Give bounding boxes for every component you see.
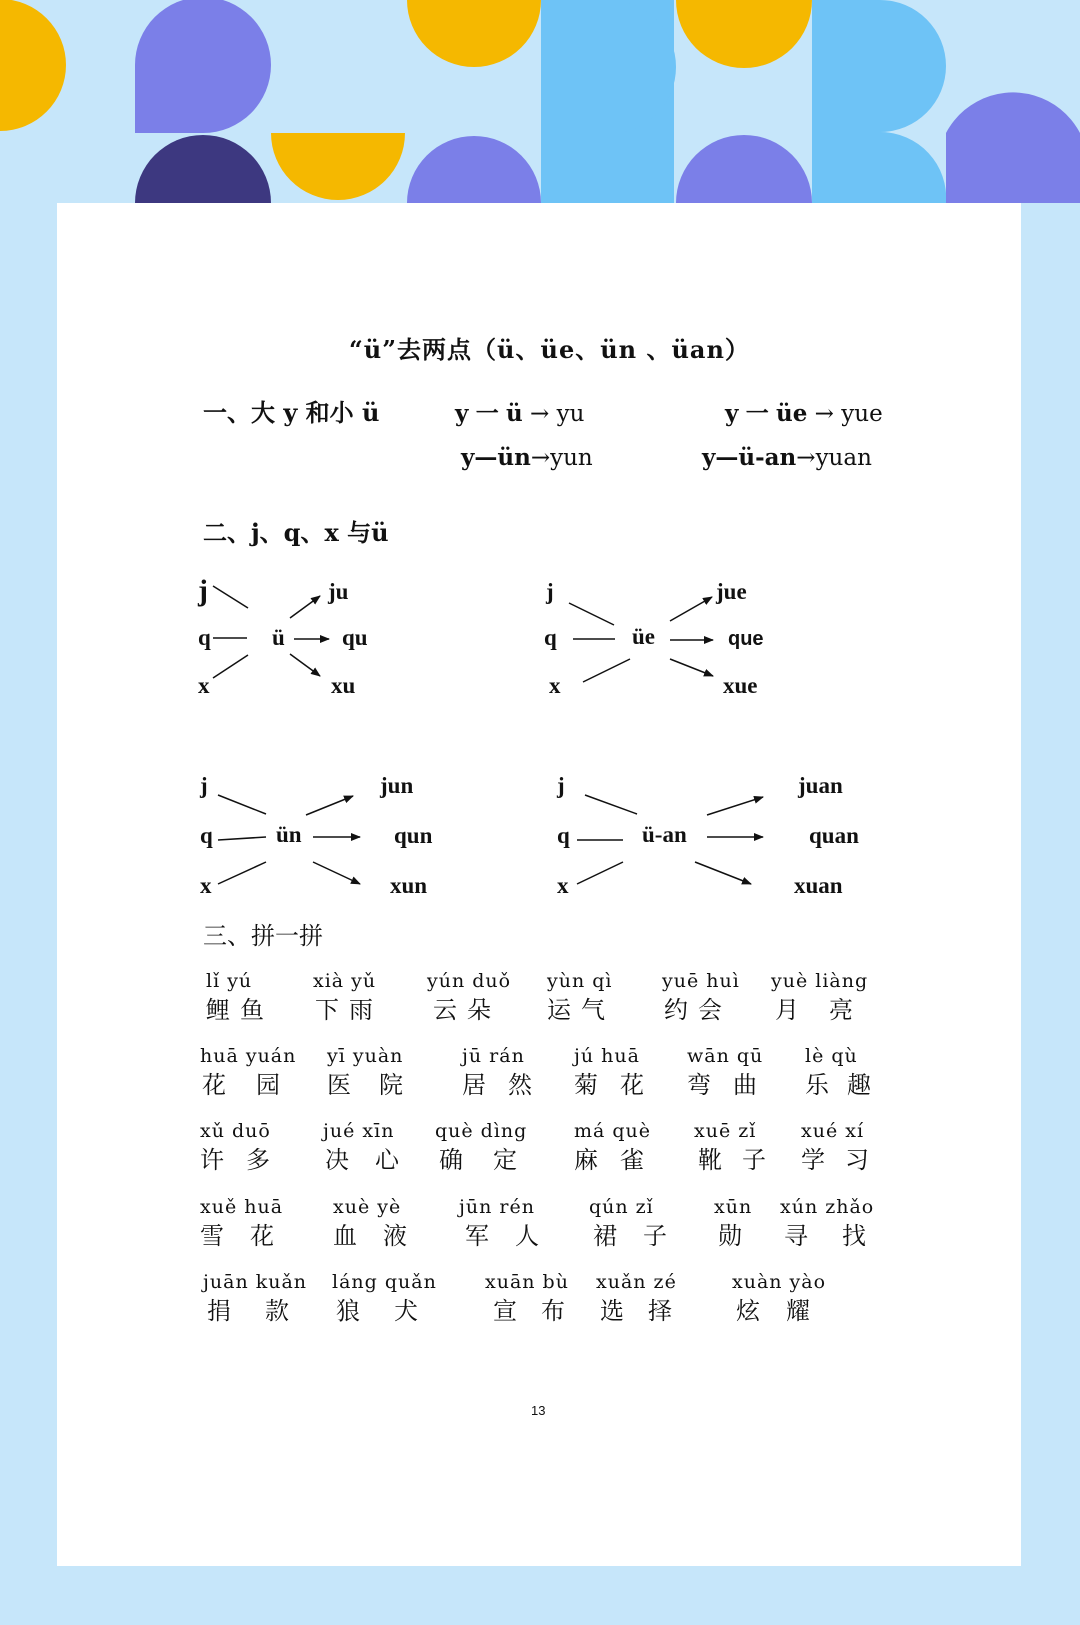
connector-line <box>218 862 266 884</box>
pinyin: xuē zǐ <box>694 1120 757 1142</box>
purple-drop-shape <box>135 0 271 133</box>
pinyin: què dìng <box>435 1120 528 1142</box>
word-item <box>435 1120 547 1175</box>
hanzi: 勋 <box>718 1222 752 1250</box>
hanzi: 捐款 <box>207 1297 323 1325</box>
formula-dash: 一 <box>475 400 499 427</box>
hanzi: 学习 <box>801 1146 889 1174</box>
word-item <box>323 1120 425 1175</box>
hanzi: 菊花 <box>574 1071 666 1099</box>
hanzi: 靴子 <box>698 1146 786 1174</box>
connector-line <box>577 862 623 884</box>
initial-x: x <box>200 873 212 898</box>
result-arrow <box>290 654 320 676</box>
hanzi: 鲤鱼 <box>206 996 274 1024</box>
word-item <box>801 1120 889 1175</box>
formula-dash: — <box>474 444 498 471</box>
word-item <box>313 970 383 1025</box>
result-xun: xun <box>390 873 428 898</box>
pinyin: xuǎn zé <box>596 1271 677 1293</box>
result-xuan: xuan <box>794 873 843 898</box>
word-item <box>200 1196 300 1251</box>
initial-j: j <box>198 574 208 607</box>
blue-s-shape <box>812 0 946 203</box>
connector-line <box>569 603 614 625</box>
word-item <box>714 1196 752 1251</box>
connector-line <box>583 659 630 682</box>
formula-final: ü <box>506 400 523 427</box>
connector-line <box>585 795 637 814</box>
word-item <box>485 1271 589 1326</box>
formula-initial: y <box>455 400 469 427</box>
hanzi: 麻雀 <box>574 1146 666 1174</box>
word-item <box>462 1045 554 1100</box>
result-arrow <box>290 596 320 618</box>
connector-line <box>213 586 248 608</box>
pinyin: má què <box>574 1120 652 1142</box>
result-jun: jun <box>380 773 414 798</box>
hanzi: 下雨 <box>315 996 383 1024</box>
section2-heading: 二、j、q、x 与ü <box>203 518 389 547</box>
pinyin: xuě huā <box>200 1196 284 1218</box>
formula-initial: y <box>461 444 475 471</box>
word-item <box>662 970 740 1025</box>
section1-heading: 一、大 y 和小 ü <box>203 398 380 427</box>
pinyin: yuē huì <box>662 970 740 992</box>
hanzi: 运气 <box>547 996 615 1024</box>
hanzi: 云朵 <box>433 996 501 1024</box>
final-ue: üe <box>632 624 655 649</box>
initial-j: j <box>557 773 565 798</box>
final-u-umlaut: ü <box>272 625 285 650</box>
formula-initial: y <box>725 400 739 427</box>
pinyin: lè qù <box>805 1045 858 1067</box>
hanzi: 寻找 <box>784 1222 900 1250</box>
formula-final: ün <box>497 444 531 471</box>
word-item <box>694 1120 786 1175</box>
hanzi: 雪花 <box>200 1222 300 1250</box>
word-item <box>732 1271 836 1326</box>
result-qu: qu <box>342 625 368 650</box>
decorative-banner <box>0 0 1080 203</box>
pinyin: lǐ yú <box>206 970 253 992</box>
word-item <box>333 1196 433 1251</box>
connector-line <box>213 655 248 678</box>
pinyin: xià yǔ <box>313 970 377 992</box>
blue-bump <box>541 0 676 134</box>
formula-result: yue <box>841 401 883 427</box>
initial-q: q <box>544 625 557 650</box>
word-item <box>332 1271 452 1326</box>
hanzi: 裙子 <box>593 1222 693 1250</box>
hanzi: 确定 <box>439 1146 547 1174</box>
formula-result: yuan <box>815 445 872 471</box>
pinyin: huā yuán <box>200 1045 297 1067</box>
initial-q: q <box>200 823 213 848</box>
connector-line <box>218 795 266 814</box>
connector-line <box>218 837 266 840</box>
hanzi: 炫耀 <box>736 1297 836 1325</box>
word-item <box>459 1196 565 1251</box>
word-item <box>589 1196 693 1251</box>
word-item <box>547 970 615 1025</box>
pinyin: jū rán <box>462 1045 525 1067</box>
final-uan: ü-an <box>642 822 687 847</box>
formula-yue <box>725 395 883 428</box>
word-item <box>596 1271 696 1326</box>
arrow-icon: → <box>814 401 834 427</box>
hanzi: 狼犬 <box>336 1297 452 1325</box>
formula-initial: y <box>702 444 716 471</box>
page-number: 13 <box>531 1403 546 1418</box>
word-item <box>687 1045 779 1100</box>
arrow-icon: → <box>796 445 816 471</box>
pinyin: wān qū <box>687 1045 764 1067</box>
result-quan: quan <box>809 823 859 848</box>
initial-x: x <box>198 673 210 698</box>
result-xue: xue <box>723 673 758 698</box>
pinyin: xuè yè <box>333 1196 402 1218</box>
word-item <box>203 1271 323 1326</box>
pinyin: juān kuǎn <box>203 1271 308 1293</box>
worksheet-page <box>57 203 1021 1566</box>
word-item <box>427 970 511 1025</box>
formula-result: yun <box>550 445 593 471</box>
hanzi: 约会 <box>664 996 732 1024</box>
result-que: que <box>728 628 764 650</box>
pinyin: xuān bù <box>485 1271 569 1293</box>
hanzi: 乐趣 <box>805 1071 889 1099</box>
arrow-icon: → <box>530 445 551 471</box>
result-arrow <box>306 796 353 815</box>
result-xu: xu <box>331 673 356 698</box>
hanzi: 决心 <box>325 1146 425 1174</box>
result-arrow <box>695 862 751 884</box>
pinyin: láng quǎn <box>332 1271 437 1293</box>
pinyin: yún duǒ <box>427 970 512 992</box>
result-qun: qun <box>394 823 433 848</box>
initial-j: j <box>200 773 208 798</box>
formula-yu <box>455 395 584 428</box>
hanzi: 宣布 <box>493 1297 589 1325</box>
word-item <box>780 1196 900 1251</box>
initial-x: x <box>557 873 569 898</box>
formula-dash: 一 <box>745 400 769 427</box>
result-arrow <box>670 597 712 621</box>
formula-dash: — <box>715 444 739 471</box>
pinyin: jú huā <box>574 1045 640 1067</box>
pinyin: yī yuàn <box>327 1045 404 1067</box>
pinyin: xuàn yào <box>732 1271 827 1293</box>
formula-yuan <box>702 444 872 471</box>
hanzi: 军人 <box>465 1222 565 1250</box>
hanzi: 许多 <box>200 1146 292 1174</box>
word-item <box>206 970 274 1025</box>
result-ju: ju <box>328 579 349 604</box>
final-un: ün <box>276 822 302 847</box>
word-item <box>200 1045 310 1100</box>
pinyin: jué xīn <box>323 1120 395 1142</box>
hanzi: 月亮 <box>775 996 883 1024</box>
result-arrow <box>670 659 713 676</box>
word-item <box>574 1045 666 1100</box>
page-title: “ü”去两点（ü、üe、ün 、üan） <box>349 335 750 364</box>
arrow-icon: → <box>530 401 550 427</box>
result-arrow <box>707 797 763 815</box>
formula-final: üe <box>776 400 808 427</box>
pinyin: xún zhǎo <box>780 1196 875 1218</box>
pinyin: xǔ duō <box>200 1120 271 1142</box>
pinyin: xūn <box>714 1196 753 1218</box>
word-item <box>200 1120 292 1175</box>
hanzi: 血液 <box>333 1222 433 1250</box>
pinyin: xué xí <box>801 1120 865 1142</box>
result-juan: juan <box>798 773 843 798</box>
hanzi: 选择 <box>600 1297 696 1325</box>
initial-j: j <box>546 579 554 604</box>
word-item <box>574 1120 666 1175</box>
hanzi: 医院 <box>327 1071 431 1099</box>
pinyin: yuè liàng <box>771 970 869 992</box>
formula-yun <box>461 444 593 471</box>
word-item <box>805 1045 889 1100</box>
hanzi: 弯曲 <box>687 1071 779 1099</box>
section3-heading: 三、拼一拼 <box>203 922 323 950</box>
word-item <box>771 970 883 1025</box>
purple-quarter <box>946 92 1080 203</box>
pinyin: yùn qì <box>547 970 613 992</box>
pinyin: qún zǐ <box>589 1196 654 1218</box>
hanzi: 花园 <box>202 1071 310 1099</box>
initial-q: q <box>198 625 211 650</box>
hanzi: 居然 <box>462 1071 554 1099</box>
result-jue: jue <box>716 579 747 604</box>
formula-final: ü-an <box>738 444 797 471</box>
result-arrow <box>313 862 360 884</box>
formula-result: yu <box>556 401 585 427</box>
word-item <box>327 1045 431 1100</box>
pinyin: jūn rén <box>459 1196 535 1218</box>
initial-x: x <box>549 673 561 698</box>
initial-q: q <box>557 823 570 848</box>
